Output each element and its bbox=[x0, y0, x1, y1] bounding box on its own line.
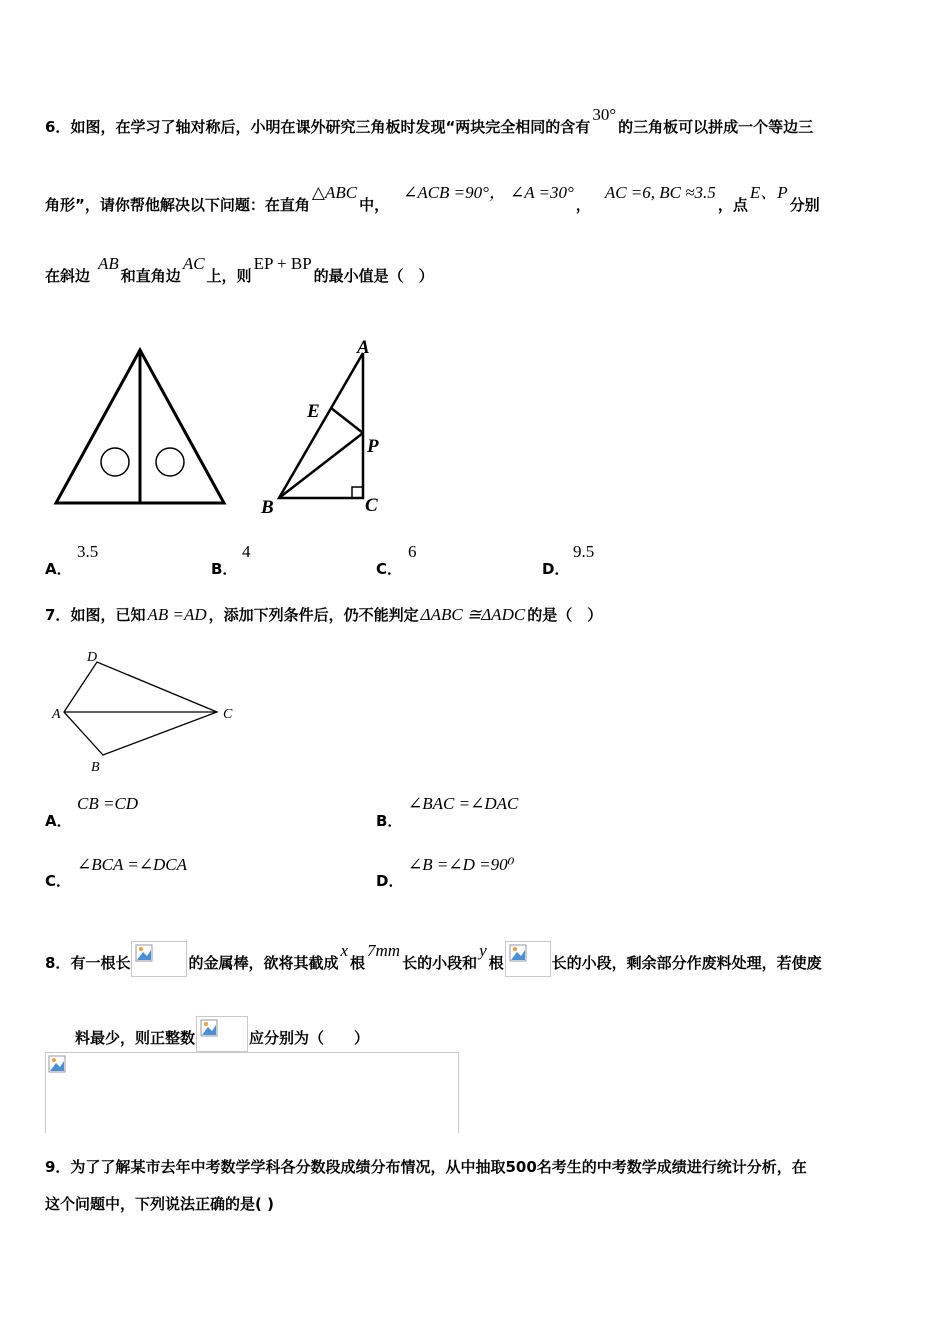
math-triangle-abc: △ABC bbox=[311, 183, 358, 202]
broken-image bbox=[196, 1016, 248, 1052]
math-points-ep: E、P bbox=[749, 183, 788, 202]
math-sides: AC =6, BC ≈3.5 bbox=[604, 183, 716, 202]
q7-text: ，添加下列条件后，仍不能判定 bbox=[208, 606, 419, 624]
q6-text: 角形”，请你帮他解决以下问题：在直角 bbox=[45, 196, 310, 214]
math-ep-bp: EP + BP bbox=[253, 254, 312, 273]
q7-option-c-label[interactable]: C． bbox=[45, 872, 72, 890]
broken-image bbox=[131, 941, 187, 977]
q6-text: 中， bbox=[359, 196, 390, 214]
q6-line-3 bbox=[45, 254, 434, 286]
question-number: 7． bbox=[45, 606, 71, 624]
question-number: 6． bbox=[45, 118, 71, 136]
math-y: y bbox=[479, 941, 487, 960]
q7-option-a-value[interactable]: CB =CD bbox=[77, 794, 139, 813]
q6-option-b-value[interactable]: 4 bbox=[242, 542, 251, 561]
q6-text: 的三角板可以拼成一个等边三 bbox=[618, 118, 814, 136]
q7-option-a-label[interactable]: A． bbox=[45, 812, 72, 830]
q7-line-1 bbox=[45, 604, 602, 625]
label-c: C bbox=[365, 495, 378, 516]
broken-image-icon bbox=[200, 1019, 218, 1037]
q6-option-d-value[interactable]: 9.5 bbox=[573, 542, 595, 561]
q9-line-1: 9．为了了解某市去年中考数学学科各分数段成绩分布情况，从中抽取500名考生的中考数学成绩进行统计分析，在 bbox=[45, 1158, 807, 1176]
q8-text: 根 bbox=[488, 954, 504, 972]
math-ac: AC bbox=[182, 254, 205, 273]
q6-text: ，点 bbox=[717, 196, 748, 214]
label-a: A bbox=[357, 337, 370, 358]
label-d: D bbox=[87, 650, 98, 665]
math-angle-30: 30° bbox=[592, 105, 617, 124]
math-congruence: ΔABC ≅ΔADC bbox=[420, 605, 526, 624]
math-angle-acb: ∠ACB =90°， bbox=[403, 183, 506, 202]
triangle-abc-figure bbox=[255, 335, 395, 520]
q6-line-1 bbox=[45, 105, 814, 137]
q6-text: 的最小值是（ ） bbox=[313, 267, 434, 285]
broken-image-icon bbox=[135, 944, 153, 962]
broken-image-icon bbox=[48, 1055, 66, 1073]
q8-text: 根 bbox=[350, 954, 366, 972]
label-b: B bbox=[261, 497, 274, 518]
q6-option-c-value[interactable]: 6 bbox=[408, 542, 417, 561]
q7-option-b-label[interactable]: B． bbox=[376, 812, 403, 830]
q8-text: 长的小段，剩余部分作废料处理，若使废 bbox=[551, 954, 822, 972]
math-angle-a: ∠A =30° bbox=[509, 183, 574, 202]
q6-text: 在斜边 bbox=[45, 267, 91, 285]
q6-text: ， bbox=[575, 196, 591, 214]
q8-line-1 bbox=[45, 937, 822, 973]
q6-option-a-label[interactable]: A． bbox=[45, 560, 72, 578]
q7-option-c-value[interactable]: ∠BCA =∠DCA bbox=[77, 855, 188, 874]
math-ab-eq-ad: AB =AD bbox=[147, 605, 207, 624]
q7-option-b-value[interactable]: ∠BAC =∠DAC bbox=[408, 794, 519, 813]
q8-text: 长的小段和 bbox=[402, 954, 478, 972]
q6-text: 上，则 bbox=[206, 267, 252, 285]
q8-line-2 bbox=[75, 1012, 369, 1048]
label-a: A bbox=[52, 707, 61, 722]
q6-text: 如图，在学习了轴对称后，小明在课外研究三角板时发现“两块完全相同的含有 bbox=[70, 118, 591, 136]
q6-text: 和直角边 bbox=[120, 267, 181, 285]
label-p: P bbox=[367, 436, 379, 457]
question-number: 8． bbox=[45, 954, 71, 972]
broken-image-icon bbox=[509, 944, 527, 962]
q6-line-2 bbox=[45, 183, 820, 215]
q7-text: 如图，已知 bbox=[70, 606, 146, 624]
q7-option-d-value[interactable]: ∠B =∠D =90⁰ bbox=[408, 855, 515, 874]
q8-text: 有一根长 bbox=[70, 954, 131, 972]
q9-line-2: 这个问题中，下列说法正确的是( ) bbox=[45, 1195, 274, 1213]
q8-text: 的金属棒，欲将其截成 bbox=[188, 954, 339, 972]
q6-option-c-label[interactable]: C． bbox=[376, 560, 403, 578]
label-e: E bbox=[307, 401, 320, 422]
math-x: x bbox=[340, 941, 349, 960]
broken-image bbox=[505, 941, 551, 977]
q6-text: 分别 bbox=[789, 196, 820, 214]
label-c: C bbox=[223, 707, 233, 722]
q7-text: 的是（ ） bbox=[527, 606, 603, 624]
q7-option-d-label[interactable]: D． bbox=[376, 872, 404, 890]
q8-text: 应分别为（ ） bbox=[249, 1029, 370, 1047]
q6-option-b-label[interactable]: B． bbox=[211, 560, 238, 578]
label-b: B bbox=[91, 760, 100, 775]
q8-text: 料最少，则正整数 bbox=[75, 1029, 196, 1047]
math-ab: AB bbox=[98, 254, 119, 273]
math-7mm: 7mm bbox=[367, 941, 401, 960]
q6-option-d-label[interactable]: D． bbox=[542, 560, 570, 578]
broken-image-options bbox=[45, 1052, 459, 1133]
kite-figure bbox=[50, 645, 250, 775]
q6-option-a-value[interactable]: 3.5 bbox=[77, 542, 99, 561]
set-square-figure bbox=[50, 345, 230, 510]
